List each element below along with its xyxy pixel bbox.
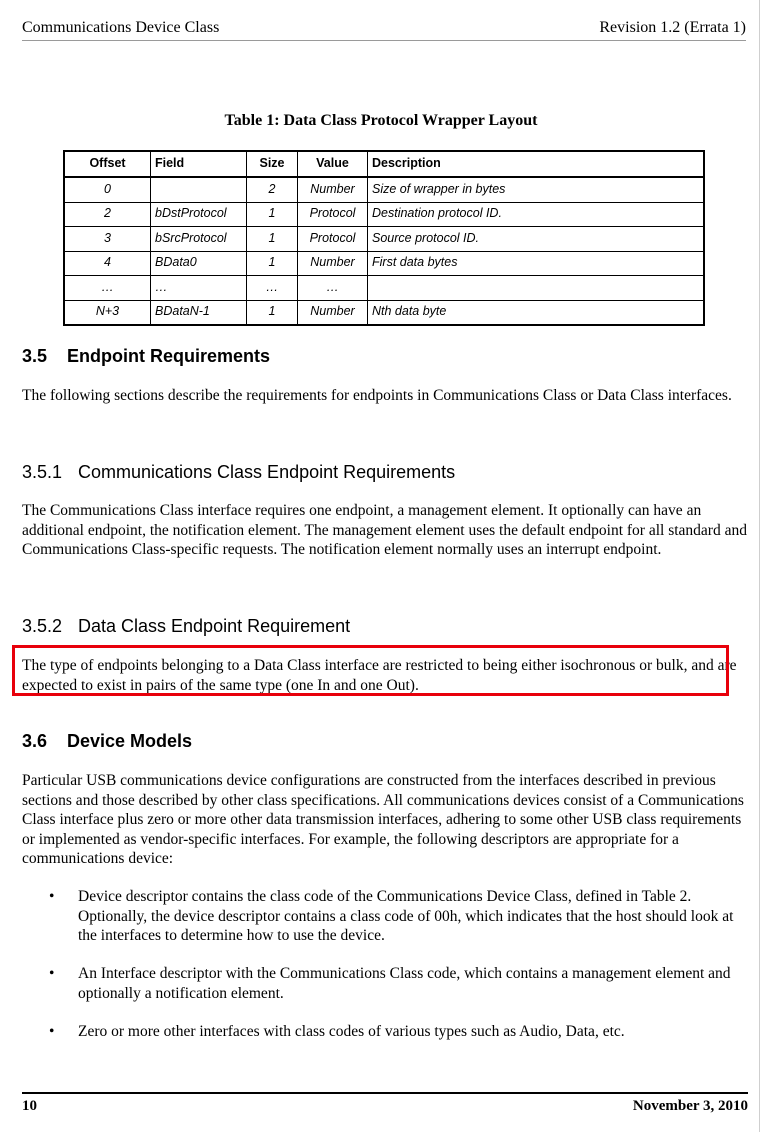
- cell-description: Destination protocol ID.: [368, 202, 705, 227]
- cell-description: Nth data byte: [368, 300, 705, 325]
- section-3-5-1-body: The Communications Class interface requires one endpoint, a management element. It optionally can have an additional endpoint, the notification element. The management element uses the default endpoint for all standard and Communications Class-specific requests. The notification element normally uses an interrupt endpoint.: [22, 502, 747, 558]
- cell-description: Source protocol ID.: [368, 227, 705, 252]
- cell-description: [368, 276, 705, 301]
- cell-value: Protocol: [298, 227, 368, 252]
- cell-value: Number: [298, 300, 368, 325]
- cell-description: First data bytes: [368, 251, 705, 276]
- footer-rule: [22, 1092, 748, 1094]
- bullet-icon: •: [49, 888, 55, 905]
- cell-value: Number: [298, 177, 368, 202]
- table-row: [64, 202, 704, 227]
- cell-offset: 2: [64, 202, 151, 227]
- list-item-text: Zero or more other interfaces with class codes of various types such as Audio, Data, etc.: [78, 1023, 625, 1040]
- section-title: Data Class Endpoint Requirement: [78, 616, 351, 636]
- section-number: 3.6: [22, 731, 48, 751]
- cell-offset: 3: [64, 227, 151, 252]
- list-item-text: An Interface descriptor with the Communications Class code, which contains a management element and optionally a notification element.: [78, 965, 731, 1002]
- list-item: [22, 1022, 748, 1042]
- bullet-icon: •: [49, 965, 55, 982]
- cell-field: …: [151, 276, 247, 301]
- section-title: Communications Class Endpoint Requirements: [78, 462, 456, 482]
- list-item: [22, 964, 748, 1003]
- cell-offset: 0: [64, 177, 151, 202]
- cell-value: Number: [298, 251, 368, 276]
- column-header-size: Size: [247, 151, 298, 177]
- cell-field: [151, 177, 247, 202]
- table-row: [64, 300, 704, 325]
- page-header: [22, 18, 746, 41]
- section-3-5-2-body: The type of endpoints belonging to a Data Class interface are restricted to being either isochronous or bulk, and are expected to exist in pairs of the same type (one In and one Out).: [22, 657, 737, 694]
- section-heading-3-5-1: [22, 462, 455, 483]
- list-item: [22, 887, 748, 946]
- cell-size: 1: [247, 251, 298, 276]
- cell-size: …: [247, 276, 298, 301]
- cell-offset: 4: [64, 251, 151, 276]
- highlight-box: [12, 645, 729, 696]
- page-number: 10: [22, 1098, 37, 1114]
- header-revision: Revision 1.2 (Errata 1): [599, 19, 746, 36]
- section-number: 3.5: [22, 346, 48, 366]
- section-title: Endpoint Requirements: [67, 346, 271, 366]
- section-title: Device Models: [67, 731, 193, 751]
- table-row: [64, 276, 704, 301]
- table-row: [64, 251, 704, 276]
- table-row: [64, 177, 704, 202]
- protocol-wrapper-table: [63, 150, 705, 326]
- cell-description: Size of wrapper in bytes: [368, 177, 705, 202]
- column-header-offset: Offset: [64, 151, 151, 177]
- section-number: 3.5.2: [22, 616, 63, 636]
- section-heading-3-5-2: [22, 616, 350, 637]
- cell-offset: …: [64, 276, 151, 301]
- cell-size: 1: [247, 227, 298, 252]
- cell-size: 1: [247, 300, 298, 325]
- cell-field: bSrcProtocol: [151, 227, 247, 252]
- page-edge: [759, 0, 760, 1132]
- column-header-description: Description: [368, 151, 705, 177]
- footer-date: November 3, 2010: [632, 1098, 748, 1114]
- cell-value: …: [298, 276, 368, 301]
- section-heading-3-5: [22, 346, 270, 367]
- header-doc-title: Communications Device Class: [22, 19, 220, 36]
- cell-value: Protocol: [298, 202, 368, 227]
- bullet-icon: •: [49, 1023, 55, 1040]
- section-number: 3.5.1: [22, 462, 63, 482]
- table-caption: Table 1: Data Class Protocol Wrapper Layout: [224, 112, 538, 129]
- cell-size: 1: [247, 202, 298, 227]
- cell-size: 2: [247, 177, 298, 202]
- column-header-field: Field: [151, 151, 247, 177]
- table-header-row: [64, 151, 704, 177]
- cell-offset: N+3: [64, 300, 151, 325]
- list-item-text: Device descriptor contains the class code of the Communications Device Class, defined in Table 2. Optionally, the device descriptor contains a class code of 00h, which indicates that the host should look at the interfaces to determine how to use the device.: [78, 888, 734, 944]
- cell-field: BData0: [151, 251, 247, 276]
- table-row: [64, 227, 704, 252]
- section-3-5-body: The following sections describe the requirements for endpoints in Communications Class or Data Class interfaces.: [22, 387, 732, 404]
- cell-field: bDstProtocol: [151, 202, 247, 227]
- cell-field: BDataN-1: [151, 300, 247, 325]
- column-header-value: Value: [298, 151, 368, 177]
- section-heading-3-6: [22, 731, 192, 752]
- section-3-6-body: Particular USB communications device configurations are constructed from the interfaces described in previous sections and those described by other class specifications. All communications devices consist of a Communications Class interface plus zero or more other data transmission interfaces, adhering to some other USB class requirements or implemented as vendor-specific interfaces. For example, the following descriptors are appropriate for a communications device:: [22, 772, 744, 867]
